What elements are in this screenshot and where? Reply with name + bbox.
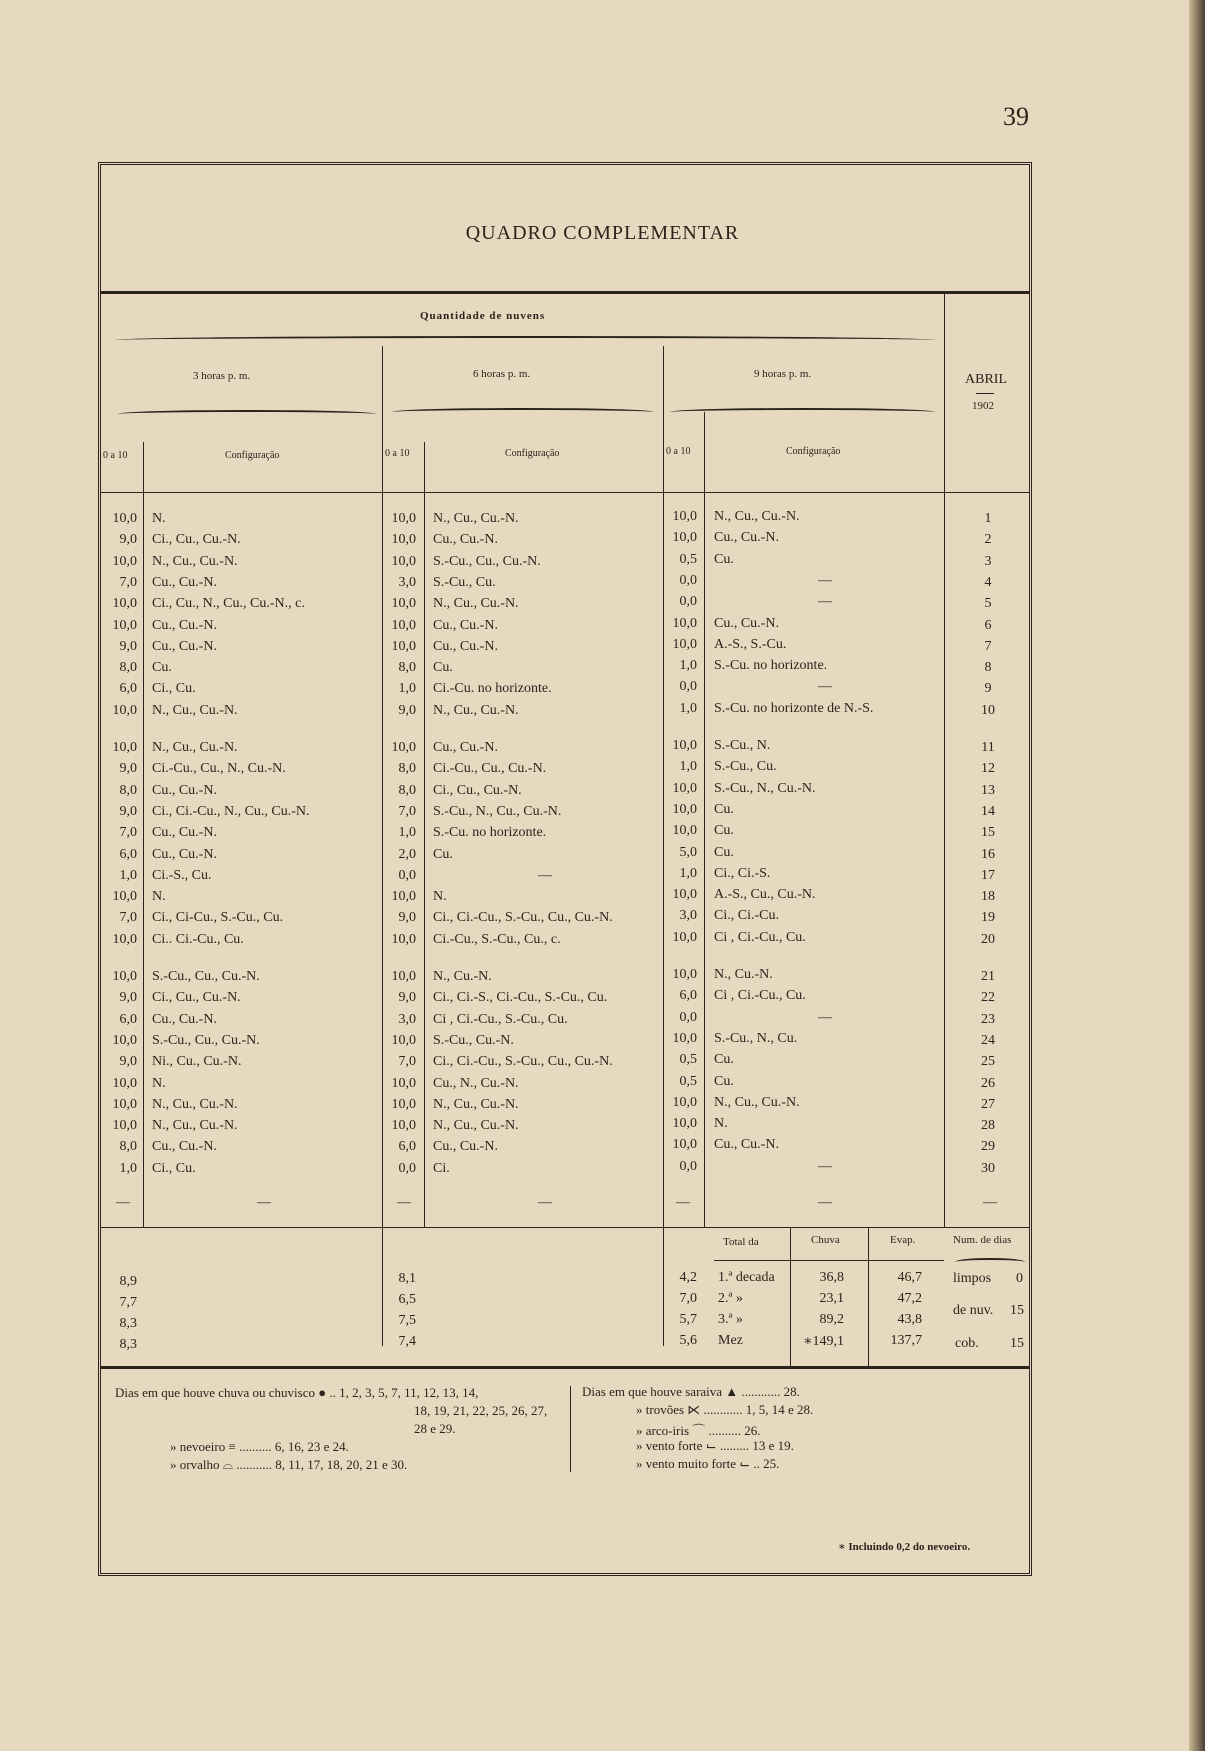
config-3pm: N.	[152, 889, 166, 905]
avg-3pm-3: 8,3	[119, 1316, 137, 1331]
config-9pm: N., Cu., Cu.-N.	[714, 509, 800, 524]
cloud-9pm-value: 10,0	[672, 1094, 697, 1110]
scale-9pm-header: 0 a 10	[666, 446, 691, 457]
day-number: 5	[984, 596, 992, 612]
config-9pm: S.-Cu. no horizonte.	[714, 658, 828, 674]
config-3pm: N., Cu., Cu.-N.	[152, 1096, 238, 1112]
evap-value: 137,7	[890, 1333, 922, 1348]
config-6pm: Cu., Cu.-N.	[433, 617, 498, 633]
dash-v6: —	[397, 1195, 411, 1210]
cloud-9pm-value: 0,0	[679, 1158, 697, 1174]
cloud-9pm-value: 1,0	[679, 865, 697, 881]
cloud-6pm-value: 10,0	[391, 1032, 416, 1048]
group-header: Quantidade de nuvens	[420, 310, 546, 322]
num-dias-header: Num. de dias	[953, 1234, 1012, 1246]
scale-divider-1	[143, 442, 144, 1227]
day-number: 16	[981, 846, 995, 862]
config-9pm-header: Configuração	[786, 446, 841, 457]
footer-divider	[570, 1386, 571, 1472]
footer-chuva-line-3: 28 e 29.	[414, 1421, 456, 1436]
config-6pm: Ci , Ci.-Cu., S.-Cu., Cu.	[433, 1011, 568, 1027]
cloud-9pm-value: 10,0	[672, 929, 697, 945]
cloud-3pm-value: 10,0	[112, 1032, 137, 1048]
day-number: 25	[981, 1054, 995, 1070]
cloud-3pm-value: 9,0	[119, 990, 137, 1006]
cloud-3pm-value: 6,0	[119, 681, 137, 697]
avg-3pm-1: 8,9	[119, 1274, 137, 1289]
config-3pm: S.-Cu., Cu., Cu.-N.	[152, 969, 260, 984]
day-number: 23	[981, 1011, 995, 1027]
config-3pm: Ci., Cu., Cu.-N.	[152, 532, 241, 548]
cloud-6pm-value: 10,0	[391, 931, 416, 947]
cloud-6pm-value: 10,0	[391, 740, 416, 755]
month-label: ABRIL	[965, 372, 1007, 387]
footnote: ∗ Incluindo 0,2 do nevoeiro.	[838, 1541, 971, 1553]
config-6pm: S.-Cu. no horizonte.	[433, 825, 547, 841]
cloud-6pm-value: 10,0	[391, 889, 416, 905]
config-9pm: Cu.	[714, 844, 734, 860]
config-6pm: Ci.-Cu. no horizonte.	[433, 681, 552, 697]
cloud-9pm-value: 10,0	[672, 509, 697, 524]
day-number: 3	[984, 553, 992, 569]
chuva-value: ∗149,1	[802, 1334, 844, 1349]
config-9pm: Ci., Ci.-S.	[714, 865, 771, 881]
title-divider	[101, 291, 1029, 294]
cloud-6pm-value: 10,0	[391, 596, 416, 612]
period-3pm-label: 3 horas p. m.	[193, 370, 251, 382]
month-rule	[976, 393, 994, 394]
config-3pm: Ci.-S., Cu.	[152, 867, 212, 883]
config-9pm: Cu., Cu.-N.	[714, 1137, 779, 1153]
cloud-6pm-value: 10,0	[391, 617, 416, 633]
day-number: 8	[984, 660, 992, 676]
dash-v9: —	[676, 1195, 690, 1210]
scale-divider-2	[424, 442, 425, 1227]
config-3pm: Cu., Cu.-N.	[152, 846, 217, 862]
avg-6pm-1: 8,1	[398, 1271, 416, 1286]
day-number: 27	[981, 1096, 995, 1112]
config-6pm: Ci.	[433, 1160, 450, 1176]
evap-value: 47,2	[897, 1291, 922, 1306]
footer-chuva-line-2: 18, 19, 21, 22, 25, 26, 27,	[414, 1403, 548, 1418]
config-6pm: Ci.-Cu., S.-Cu., Cu., c.	[433, 931, 561, 947]
cloud-3pm-value: 10,0	[112, 511, 137, 526]
nuv-value: 15	[1010, 1303, 1024, 1318]
chuva-value: 89,2	[819, 1312, 844, 1327]
config-9pm: Cu.	[714, 1073, 734, 1089]
cloud-9pm-value: 10,0	[672, 801, 697, 817]
cloud-3pm-value: 9,0	[119, 1054, 137, 1070]
cloud-9pm-value: 10,0	[672, 967, 697, 982]
cloud-9pm-value: 10,0	[672, 1116, 697, 1132]
avg-6pm-2: 6,5	[398, 1292, 416, 1307]
config-3pm: Cu., Cu.-N.	[152, 782, 217, 798]
cloud-9pm-value: 0,0	[679, 572, 697, 588]
cloud-3pm-value: 10,0	[112, 553, 137, 569]
config-3pm: Ci., Ci-Cu., S.-Cu., Cu.	[152, 910, 284, 926]
cloud-6pm-value: 10,0	[391, 969, 416, 984]
footer-vento-forte: » vento forte ⌙ ......... 13 e 19.	[636, 1438, 794, 1453]
total-period-label: Mez	[718, 1333, 743, 1348]
cloud-6pm-value: 1,0	[398, 825, 416, 841]
cloud-9pm-value: 1,0	[679, 700, 697, 716]
cloud-3pm-value: 7,0	[119, 574, 137, 590]
cloud-3pm-value: 10,0	[112, 889, 137, 905]
config-3pm: Ci., Ci.-Cu., N., Cu., Cu.-N.	[152, 803, 310, 819]
cloud-9pm-value: 0,5	[679, 1073, 697, 1089]
brace-3pm	[118, 410, 376, 418]
config-6pm: N., Cu.-N.	[433, 969, 492, 984]
cloud-3pm-value: 9,0	[119, 803, 137, 819]
avg-6pm-month: 7,4	[398, 1334, 416, 1349]
config-9pm: Ci., Ci.-Cu.	[714, 908, 779, 924]
day-number: 30	[981, 1160, 995, 1176]
config-9pm: S.-Cu., N., Cu.	[714, 1030, 798, 1046]
brace-6pm	[392, 408, 654, 416]
day-number: 9	[984, 681, 992, 697]
cloud-3pm-value: 10,0	[112, 617, 137, 633]
limpos-label: limpos	[953, 1271, 992, 1286]
cloud-6pm-value: 10,0	[391, 1075, 416, 1091]
day-number: 24	[981, 1032, 995, 1048]
config-3pm: N., Cu., Cu.-N.	[152, 1118, 238, 1134]
config-3pm: Cu., Cu.-N.	[152, 617, 217, 633]
cloud-9pm-value: 10,0	[672, 636, 697, 652]
config-9pm: N., Cu.-N.	[714, 967, 773, 982]
chuva-value: 36,8	[819, 1270, 844, 1285]
config-6pm: Ci., Ci.-Cu., S.-Cu., Cu., Cu.-N.	[433, 910, 613, 926]
dash-c3: —	[257, 1195, 271, 1210]
config-6pm: Cu., Cu.-N.	[433, 1139, 498, 1155]
scale-divider-3	[704, 412, 705, 1227]
total-period-label: 3.ª »	[718, 1312, 743, 1327]
dash-c6: —	[538, 1195, 552, 1210]
config-6pm: N., Cu., Cu.-N.	[433, 1118, 519, 1134]
cloud-6pm-value: 8,0	[398, 761, 416, 777]
cloud-6pm-value: 0,0	[398, 1160, 416, 1176]
config-6pm: Cu., Cu.-N.	[433, 638, 498, 654]
config-3pm: Cu., Cu.-N.	[152, 1011, 217, 1027]
config-9pm: Ci , Ci.-Cu., Cu.	[714, 929, 806, 945]
config-3pm: Cu., Cu.-N.	[152, 1139, 217, 1155]
day-number: 1	[984, 511, 992, 526]
cloud-6pm-value: 8,0	[398, 660, 416, 676]
cloud-3pm-value: 9,0	[119, 638, 137, 654]
dash-c9: —	[818, 1195, 832, 1210]
day-number: 11	[981, 740, 995, 755]
cloud-9pm-value: 0,0	[679, 594, 697, 610]
config-9pm: N., Cu., Cu.-N.	[714, 1094, 800, 1110]
total-period-label: 2.ª »	[718, 1291, 743, 1306]
footer-vento-muito-forte: » vento muito forte ⌙ .. 25.	[636, 1456, 780, 1471]
config-3pm-header: Configuração	[225, 450, 280, 461]
config-6pm: —	[538, 867, 552, 883]
page-edge	[1189, 0, 1205, 1751]
config-9pm: —	[818, 572, 832, 588]
day-number: 15	[981, 825, 995, 841]
day-number: 19	[981, 910, 995, 926]
cloud-3pm-value: 10,0	[112, 596, 137, 612]
year-label: 1902	[972, 400, 994, 412]
cloud-9pm-value: 0,0	[679, 1009, 697, 1025]
totals-header: Total da	[723, 1236, 759, 1248]
cloud-3pm-value: 8,0	[119, 782, 137, 798]
config-6pm: N., Cu., Cu.-N.	[433, 596, 519, 612]
cloud-3pm-value: 8,0	[119, 660, 137, 676]
avg-9pm-month: 5,6	[679, 1333, 697, 1348]
config-3pm: S.-Cu., Cu., Cu.-N.	[152, 1032, 260, 1048]
config-9pm: Cu.	[714, 823, 734, 839]
cloud-6pm-value: 9,0	[398, 702, 416, 718]
day-number: 6	[984, 617, 992, 633]
chuva-divider	[790, 1227, 791, 1367]
config-6pm: N.	[433, 889, 447, 905]
avg-9pm-1: 4,2	[679, 1270, 697, 1285]
cloud-6pm-value: 9,0	[398, 990, 416, 1006]
cloud-9pm-value: 10,0	[672, 780, 697, 796]
cloud-9pm-value: 10,0	[672, 1030, 697, 1046]
footer-top-line	[101, 1366, 1029, 1369]
config-6pm: Cu., Cu.-N.	[433, 532, 498, 548]
config-6pm: S.-Cu., Cu., Cu.-N.	[433, 553, 541, 569]
day-number: 29	[981, 1139, 995, 1155]
day-number: 14	[981, 803, 995, 819]
avg-3pm-2: 7,7	[119, 1295, 137, 1310]
cloud-9pm-value: 1,0	[679, 658, 697, 674]
config-6pm-header: Configuração	[505, 448, 560, 459]
cloud-6pm-value: 7,0	[398, 1054, 416, 1070]
config-3pm: Ci., Cu., Cu.-N.	[152, 990, 241, 1006]
cloud-6pm-value: 3,0	[398, 574, 416, 590]
num-dias-brace	[955, 1258, 1025, 1266]
day-number: 20	[981, 931, 995, 947]
day-number: 12	[981, 761, 995, 777]
config-3pm: Ci.. Ci.-Cu., Cu.	[152, 931, 244, 947]
cloud-6pm-value: 0,0	[398, 867, 416, 883]
avg-6pm-3: 7,5	[398, 1313, 416, 1328]
config-9pm: Cu., Cu.-N.	[714, 615, 779, 631]
config-3pm: N.	[152, 1075, 166, 1091]
cloud-6pm-value: 10,0	[391, 1118, 416, 1134]
day-number: 21	[981, 969, 995, 984]
config-6pm: Ci., Ci.-S., Ci.-Cu., S.-Cu., Cu.	[433, 990, 608, 1006]
evap-header: Evap.	[890, 1234, 916, 1246]
cloud-6pm-value: 10,0	[391, 553, 416, 569]
config-9pm: Cu.	[714, 551, 734, 567]
date-column-divider	[944, 294, 945, 1227]
config-3pm: Cu.	[152, 660, 172, 676]
config-3pm: Cu., Cu.-N.	[152, 574, 217, 590]
config-9pm: S.-Cu., N., Cu.-N.	[714, 780, 816, 796]
chuva-value: 23,1	[819, 1291, 844, 1306]
config-9pm: S.-Cu. no horizonte de N.-S.	[714, 700, 874, 716]
cloud-9pm-value: 10,0	[672, 887, 697, 903]
config-9pm: A.-S., Cu., Cu.-N.	[714, 887, 816, 903]
config-6pm: Cu., N., Cu.-N.	[433, 1075, 519, 1091]
config-6pm: S.-Cu., N., Cu., Cu.-N.	[433, 803, 562, 819]
cloud-3pm-value: 10,0	[112, 1096, 137, 1112]
config-6pm: N., Cu., Cu.-N.	[433, 1096, 519, 1112]
cloud-6pm-value: 1,0	[398, 681, 416, 697]
config-6pm: S.-Cu., Cu.	[433, 574, 496, 590]
config-6pm: Cu., Cu.-N.	[433, 740, 498, 755]
footer-orvalho: » orvalho ⌓ ........... 8, 11, 17, 18, 20, 21 e 30.	[170, 1457, 408, 1472]
footer-arco-iris: » arco-iris ⌒ .......... 26.	[636, 1423, 761, 1438]
config-6pm: Ci.-Cu., Cu., Cu.-N.	[433, 761, 547, 777]
config-3pm: Ci.-Cu., Cu., N., Cu.-N.	[152, 761, 286, 777]
cloud-3pm-value: 10,0	[112, 931, 137, 947]
footer-chuva-line-1: Dias em que houve chuva ou chuvisco ● .. 1, 2, 3, 5, 7, 11, 12, 13, 14,	[115, 1385, 479, 1400]
config-3pm: Cu., Cu.-N.	[152, 825, 217, 841]
cloud-6pm-value: 3,0	[398, 1011, 416, 1027]
config-9pm: —	[818, 594, 832, 610]
avg-9pm-2: 7,0	[679, 1291, 697, 1306]
page-title: QUADRO COMPLEMENTAR	[465, 222, 740, 244]
cloud-6pm-value: 7,0	[398, 803, 416, 819]
cloud-9pm-value: 0,0	[679, 679, 697, 695]
averages-top-line	[101, 1227, 1029, 1228]
period-6pm-label: 6 horas p. m.	[473, 368, 531, 380]
cloud-3pm-value: 10,0	[112, 740, 137, 755]
config-9pm: Cu.	[714, 1052, 734, 1068]
config-3pm: Cu., Cu.-N.	[152, 638, 217, 654]
cloud-6pm-value: 8,0	[398, 782, 416, 798]
day-number: 10	[981, 702, 995, 718]
config-9pm: —	[818, 679, 832, 695]
total-period-label: 1.ª decada	[718, 1270, 775, 1285]
cloud-3pm-value: 10,0	[112, 1118, 137, 1134]
day-number: 17	[981, 867, 995, 883]
cloud-3pm-value: 6,0	[119, 846, 137, 862]
avg-3pm-month: 8,3	[119, 1337, 137, 1352]
cloud-6pm-value: 9,0	[398, 910, 416, 926]
cloud-3pm-value: 9,0	[119, 532, 137, 548]
avg-9pm-3: 5,7	[679, 1312, 697, 1327]
footer-nevoeiro: » nevoeiro ≡ .......... 6, 16, 23 e 24.	[170, 1439, 349, 1454]
dash-day: —	[983, 1195, 997, 1210]
cloud-6pm-value: 6,0	[398, 1139, 416, 1155]
cloud-6pm-value: 10,0	[391, 532, 416, 548]
config-6pm: Cu.	[433, 846, 453, 862]
totals-header-line	[714, 1260, 944, 1261]
limpos-value: 0	[1016, 1271, 1023, 1286]
config-6pm: Cu.	[433, 660, 453, 676]
config-9pm: —	[818, 1158, 832, 1174]
cloud-3pm-value: 6,0	[119, 1011, 137, 1027]
config-6pm: Ci., Ci.-Cu., S.-Cu., Cu., Cu.-N.	[433, 1054, 613, 1070]
cloud-9pm-value: 10,0	[672, 738, 697, 753]
cloud-9pm-value: 10,0	[672, 1137, 697, 1153]
cloud-3pm-value: 8,0	[119, 1139, 137, 1155]
group-brace	[115, 336, 935, 344]
cloud-3pm-value: 7,0	[119, 825, 137, 841]
header-bottom-line	[101, 492, 1029, 493]
config-9pm: S.-Cu., N.	[714, 738, 771, 753]
scale-6pm-header: 0 a 10	[385, 448, 410, 459]
cloud-6pm-value: 10,0	[391, 1096, 416, 1112]
cob-value: 15	[1010, 1336, 1024, 1351]
day-number: 13	[981, 782, 995, 798]
config-6pm: N., Cu., Cu.-N.	[433, 702, 519, 718]
day-number: 4	[984, 574, 992, 590]
evap-divider	[868, 1227, 869, 1367]
cloud-3pm-value: 10,0	[112, 702, 137, 718]
cloud-9pm-value: 0,5	[679, 551, 697, 567]
cloud-9pm-value: 0,5	[679, 1052, 697, 1068]
day-number: 28	[981, 1118, 995, 1134]
cloud-3pm-value: 1,0	[119, 867, 137, 883]
chuva-header: Chuva	[811, 1234, 840, 1246]
cloud-6pm-value: 2,0	[398, 846, 416, 862]
cloud-3pm-value: 9,0	[119, 761, 137, 777]
config-9pm: Ci , Ci.-Cu., Cu.	[714, 988, 806, 1004]
day-number: 22	[981, 990, 995, 1006]
footer-saraiva: Dias em que houve saraiva ▲ ............ 28.	[582, 1384, 800, 1399]
config-3pm: N., Cu., Cu.-N.	[152, 553, 238, 569]
config-6pm: N., Cu., Cu.-N.	[433, 511, 519, 526]
config-9pm: A.-S., S.-Cu.	[714, 636, 787, 652]
config-3pm: Ci., Cu., N., Cu., Cu.-N., c.	[152, 596, 305, 612]
config-3pm: Ci., Cu.	[152, 1160, 196, 1176]
config-6pm: Ci., Cu., Cu.-N.	[433, 782, 522, 798]
cloud-9pm-value: 10,0	[672, 823, 697, 839]
page-number: 39	[1003, 102, 1029, 131]
nuv-label: de nuv.	[953, 1303, 994, 1318]
day-number: 26	[981, 1075, 995, 1091]
day-number: 18	[981, 889, 995, 905]
period-9pm-label: 9 horas p. m.	[754, 368, 812, 380]
brace-9pm	[670, 408, 935, 416]
cloud-9pm-value: 1,0	[679, 759, 697, 775]
cloud-3pm-value: 10,0	[112, 969, 137, 984]
cloud-3pm-value: 1,0	[119, 1160, 137, 1176]
config-3pm: Ni., Cu., Cu.-N.	[152, 1054, 242, 1070]
evap-value: 46,7	[897, 1270, 922, 1285]
cloud-9pm-value: 10,0	[672, 615, 697, 631]
cloud-9pm-value: 5,0	[679, 844, 697, 860]
cloud-6pm-value: 10,0	[391, 511, 416, 526]
cloud-6pm-value: 10,0	[391, 638, 416, 654]
config-9pm: Cu.	[714, 801, 734, 817]
footer-trovoes: » trovões ⋉ ............ 1, 5, 14 e 28.	[636, 1402, 814, 1417]
cloud-3pm-value: 7,0	[119, 910, 137, 926]
cloud-9pm-value: 3,0	[679, 908, 697, 924]
cob-label: cob.	[955, 1336, 979, 1351]
dash-v3: —	[116, 1195, 130, 1210]
cloud-9pm-value: 10,0	[672, 530, 697, 546]
evap-value: 43,8	[897, 1312, 922, 1327]
config-6pm: S.-Cu., Cu.-N.	[433, 1032, 514, 1048]
config-3pm: N.	[152, 511, 166, 526]
config-9pm: Cu., Cu.-N.	[714, 530, 779, 546]
day-number: 7	[984, 638, 992, 654]
day-number: 2	[984, 532, 992, 548]
scale-3pm-header: 0 a 10	[103, 450, 128, 461]
config-3pm: N., Cu., Cu.-N.	[152, 702, 238, 718]
config-9pm: —	[818, 1009, 832, 1025]
config-9pm: N.	[714, 1116, 728, 1132]
config-3pm: Ci., Cu.	[152, 681, 196, 697]
config-9pm: S.-Cu., Cu.	[714, 759, 777, 775]
config-3pm: N., Cu., Cu.-N.	[152, 740, 238, 755]
cloud-3pm-value: 10,0	[112, 1075, 137, 1091]
cloud-9pm-value: 6,0	[679, 988, 697, 1004]
